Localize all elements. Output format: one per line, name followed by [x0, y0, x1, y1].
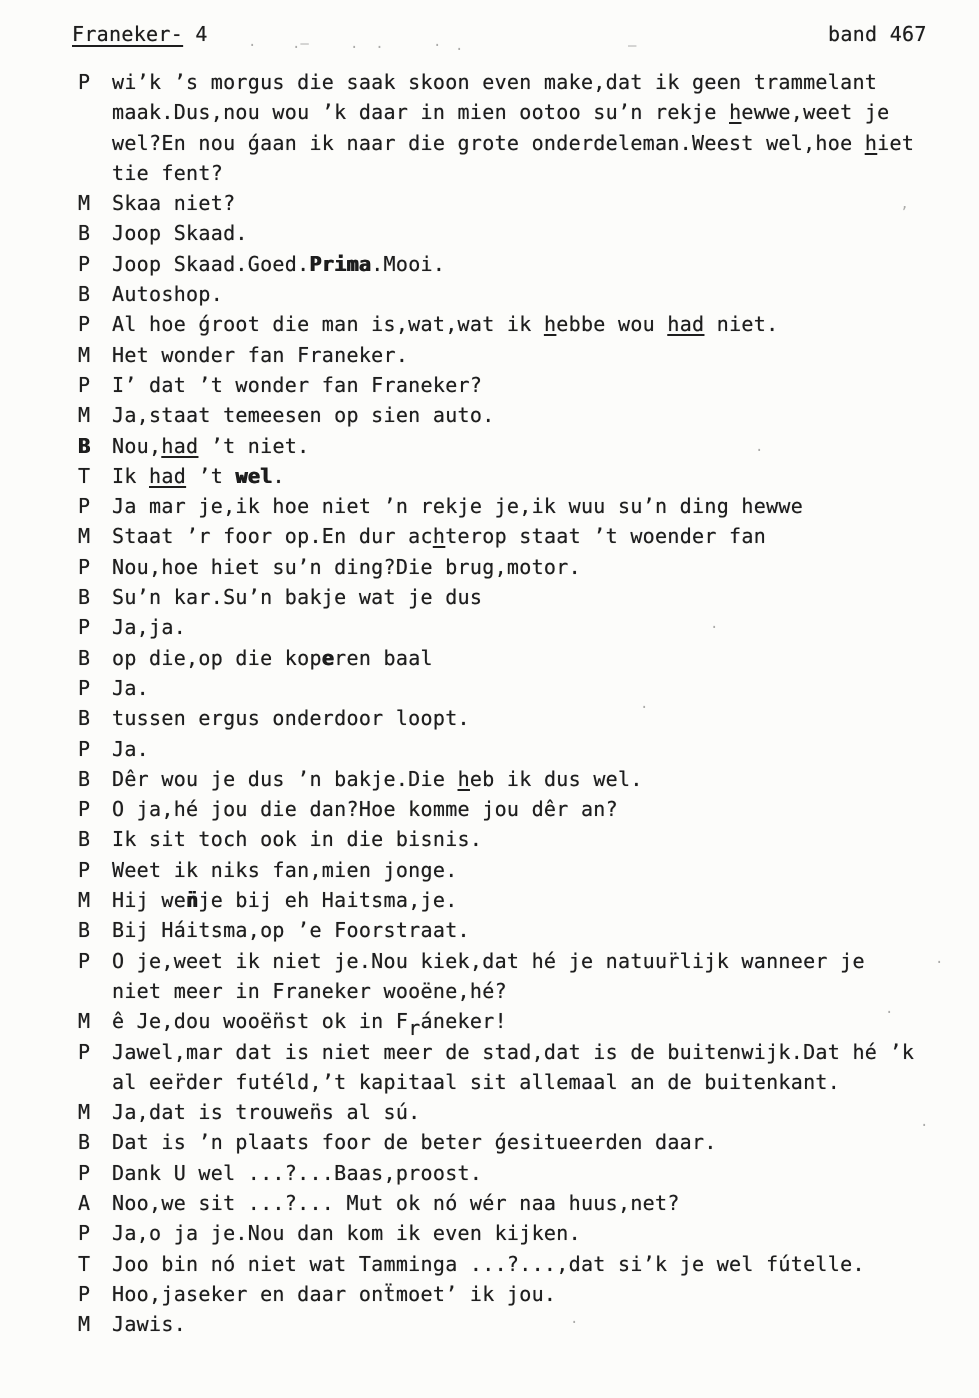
transcript-line: [0, 979, 979, 1009]
transcript-line: [0, 888, 979, 918]
line-text: Ja mar je,ik hoe niet ’n rekje je,ik wuu su’n ding hewwe: [112, 494, 804, 519]
line-text: Ja.: [112, 675, 150, 700]
transcript-line: [0, 615, 979, 645]
line-text: O ja,hé jou die dan?Hoe komme jou dêr an?: [112, 797, 618, 822]
scan-artifact: ·: [885, 1005, 894, 1021]
line-text: Al hoe ǵroot die man is,wat,wat ik hebbe wou had niet.: [112, 312, 779, 337]
line-text: Ja,dat is trouwen̈s al sú.: [112, 1100, 421, 1125]
line-text: Nou,hoe hiet su’n ding?Die brug,motor.: [112, 554, 581, 579]
scan-artifact: ·: [570, 1315, 579, 1331]
transcript-line: [0, 131, 979, 161]
scan-artifact: –: [628, 38, 637, 54]
speaker-label: P: [78, 736, 91, 761]
speaker-label: P: [78, 372, 91, 397]
title-number: 4: [183, 22, 208, 46]
line-text: O je,weet ik niet je.Nou kiek,dat hé je natuur̈lijk wanneer je: [112, 948, 865, 973]
transcript-line: [0, 191, 979, 221]
transcript-line: [0, 434, 979, 464]
speaker-label: T: [78, 463, 91, 488]
transcript-line: [0, 464, 979, 494]
speaker-label: P: [78, 615, 91, 640]
transcript-line: [0, 221, 979, 251]
speaker-label: B: [78, 827, 91, 852]
transcript-line: [0, 1252, 979, 1282]
transcript-line: [0, 1161, 979, 1191]
speaker-label: B: [78, 433, 91, 458]
transcript-line: [0, 1070, 979, 1100]
line-text: Bij Háitsma,op ’e Foorstraat.: [112, 918, 470, 943]
scan-artifact: ·: [433, 38, 442, 54]
speaker-label: B: [78, 585, 91, 610]
line-text: Ja,o ja je.Nou dan kom ik even kijken.: [112, 1221, 581, 1246]
speaker-label: T: [78, 1251, 91, 1276]
speaker-label: P: [78, 1281, 91, 1306]
line-text: Dat is ’n plaats foor de beter ǵesitueerden daar.: [112, 1130, 717, 1155]
scan-artifact: ·: [455, 42, 464, 58]
line-text: Ja.: [112, 736, 150, 761]
speaker-label: M: [78, 1100, 91, 1125]
transcript-line: [0, 1312, 979, 1342]
page-title: [72, 22, 208, 46]
transcript-line: [0, 373, 979, 403]
speaker-label: B: [78, 221, 91, 246]
line-text: op die,op die koperen baal: [112, 645, 433, 670]
line-text: Hij wen̈je bij eh Haitsma,je.: [112, 888, 458, 913]
line-text: Staat ’r foor op.En dur achterop staat ’t woender fan: [112, 524, 767, 549]
line-text: maak.Dus,nou wou ’k daar in mien ootoo su’n rekje hewwe,weet je: [112, 100, 890, 125]
transcript-line: [0, 282, 979, 312]
speaker-label: P: [78, 312, 91, 337]
transcript-line: [0, 827, 979, 857]
scan-artifact: · ·: [350, 40, 384, 56]
line-text: Jawis.: [112, 1312, 187, 1337]
speaker-label: M: [78, 403, 91, 428]
transcript-line: [0, 797, 979, 827]
speaker-label: B: [78, 645, 91, 670]
speaker-label: M: [78, 191, 91, 216]
line-text: Jawel,mar dat is niet meer de stad,dat is de buitenwijk.Dat hé ’k: [112, 1039, 915, 1064]
scan-artifact: ·: [920, 1118, 929, 1134]
title-underlined: Franeker-: [72, 22, 184, 46]
transcript-line: [0, 1100, 979, 1130]
line-text: I’ dat ’t wonder fan Franeker?: [112, 372, 483, 397]
transcript-line: [0, 403, 979, 433]
transcript-line: [0, 1191, 979, 1221]
scan-artifact: ·: [935, 955, 944, 971]
line-text: Dêr wou je dus ’n bakje.Die heb ik dus wel.: [112, 766, 643, 791]
speaker-label: M: [78, 1009, 91, 1034]
speaker-label: M: [78, 1312, 91, 1337]
line-text: Dank U wel ...?...Baas,proost.: [112, 1160, 483, 1185]
speaker-label: P: [78, 797, 91, 822]
line-text: Joop Skaad.: [112, 221, 248, 246]
speaker-label: P: [78, 675, 91, 700]
speaker-label: B: [78, 706, 91, 731]
speaker-label: P: [78, 494, 91, 519]
line-text: Weet ik niks fan,mien jonge.: [112, 857, 458, 882]
speaker-label: P: [78, 1160, 91, 1185]
transcript-line: [0, 949, 979, 979]
transcript-line: [0, 737, 979, 767]
line-text: Ja,staat temeesen op sien auto.: [112, 403, 495, 428]
transcript-line: [0, 494, 979, 524]
transcript-line: [0, 524, 979, 554]
speaker-label: P: [78, 251, 91, 276]
transcript-line: [0, 161, 979, 191]
transcript-line: [0, 1009, 979, 1039]
line-text: tussen ergus onderdoor loopt.: [112, 706, 470, 731]
speaker-label: P: [78, 1039, 91, 1064]
transcript-line: [0, 767, 979, 797]
speaker-label: P: [78, 948, 91, 973]
transcript-line: [0, 100, 979, 130]
line-text: al eer̈der futéld,’t kapitaal sit allemaal an de buitenkant.: [112, 1069, 841, 1094]
transcript-line: [0, 343, 979, 373]
transcript-line: [0, 918, 979, 948]
speaker-label: P: [78, 857, 91, 882]
line-text: wel?En nou ǵaan ik naar die grote onderdeleman.Weest wel,hoe hiet: [112, 130, 915, 155]
speaker-label: A: [78, 1190, 91, 1215]
line-text: Hoo,jaseker en daar onẗmoet’ ik jou.: [112, 1281, 557, 1306]
transcript-line: [0, 706, 979, 736]
line-text: Noo,we sit ...?... Mut ok nó wér naa huus,net?: [112, 1190, 680, 1215]
line-text: Het wonder fan Franeker.: [112, 342, 409, 367]
transcript-line: [0, 1040, 979, 1070]
scan-artifact: ·: [640, 700, 649, 716]
speaker-label: B: [78, 918, 91, 943]
scan-artifact: ·: [248, 38, 257, 54]
scan-artifact: .–: [292, 36, 309, 52]
speaker-label: B: [78, 282, 91, 307]
line-text: Su’n kar.Su’n bakje wat je dus: [112, 585, 483, 610]
speaker-label: P: [78, 70, 91, 94]
band-label: band 467: [828, 22, 927, 46]
line-text: Ik had ’t wel.: [112, 463, 285, 488]
transcript-line: [0, 1282, 979, 1312]
transcript-line: [0, 312, 979, 342]
scan-artifact: ·: [710, 620, 719, 636]
transcript-line: [0, 70, 979, 100]
speaker-label: P: [78, 554, 91, 579]
line-text: wi’k ’s morgus die saak skoon even make,dat ik geen trammelant: [112, 70, 878, 94]
transcript: [0, 70, 979, 1342]
line-text: Joo bin nó niet wat Tamminga ...?...,dat si’k je wel fútelle.: [112, 1251, 865, 1276]
line-text: Ik sit toch ook in die bisnis.: [112, 827, 483, 852]
speaker-label: P: [78, 1221, 91, 1246]
scan-artifact: ’: [900, 205, 909, 221]
speaker-label: B: [78, 766, 91, 791]
transcript-line: [0, 1130, 979, 1160]
line-text: tie fent?: [112, 160, 224, 185]
transcript-line: [0, 646, 979, 676]
speaker-label: M: [78, 342, 91, 367]
transcript-line: [0, 1221, 979, 1251]
line-text: Ja,ja.: [112, 615, 187, 640]
speaker-label: B: [78, 1130, 91, 1155]
line-text: niet meer in Franeker wooëne,hé?: [112, 978, 507, 1003]
line-text: ê Je,dou wooën̈st ok in Fráneker!: [112, 1009, 507, 1041]
line-text: Nou,had ’t niet.: [112, 433, 310, 458]
transcript-line: [0, 858, 979, 888]
transcript-line: [0, 676, 979, 706]
transcript-line: [0, 585, 979, 615]
scan-artifact: ·: [755, 443, 764, 459]
line-text: Joop Skaad.Goed.Prima.Mooi.: [112, 251, 446, 276]
speaker-label: M: [78, 888, 91, 913]
line-text: Autoshop.: [112, 282, 224, 307]
speaker-label: M: [78, 524, 91, 549]
transcript-line: [0, 252, 979, 282]
line-text: Skaa niet?: [112, 191, 236, 216]
transcript-line: [0, 555, 979, 585]
